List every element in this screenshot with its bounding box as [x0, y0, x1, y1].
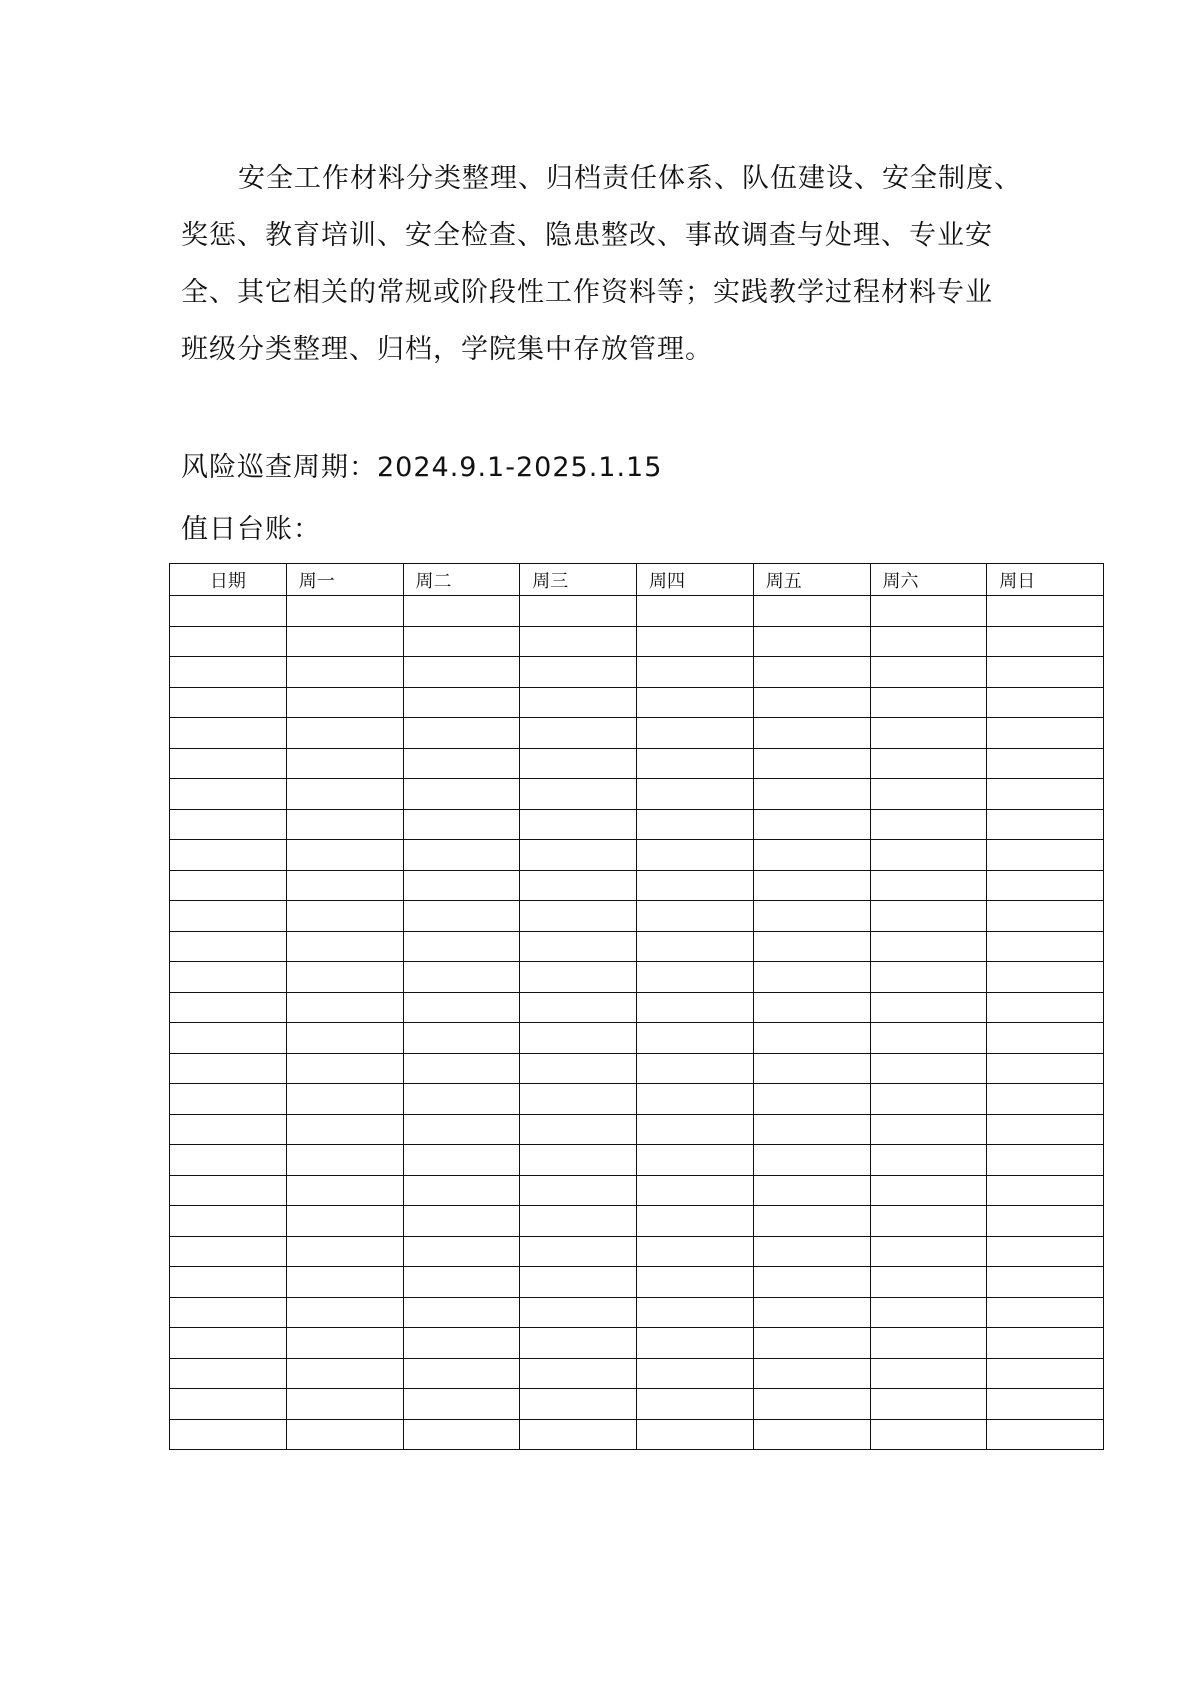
- table-cell: [286, 779, 403, 810]
- table-row: [170, 1084, 1104, 1115]
- table-cell: [286, 1297, 403, 1328]
- table-cell: [403, 1053, 520, 1084]
- table-cell: [520, 1328, 637, 1359]
- table-cell: [987, 779, 1104, 810]
- table-row: [170, 962, 1104, 993]
- table-cell: [520, 931, 637, 962]
- table-cell: [403, 1145, 520, 1176]
- table-cell: [987, 1023, 1104, 1054]
- table-cell: [987, 1053, 1104, 1084]
- table-cell: [753, 1297, 870, 1328]
- table-cell: [520, 1297, 637, 1328]
- table-cell: [870, 931, 987, 962]
- table-cell: [286, 596, 403, 627]
- table-cell: [520, 901, 637, 932]
- table-cell: [637, 1236, 754, 1267]
- table-cell: [286, 1114, 403, 1145]
- table-cell: [520, 1358, 637, 1389]
- table-cell: [637, 870, 754, 901]
- table-cell: [170, 1206, 287, 1237]
- table-cell: [987, 1358, 1104, 1389]
- table-cell: [520, 596, 637, 627]
- table-cell: [987, 626, 1104, 657]
- table-cell: [286, 992, 403, 1023]
- table-cell: [753, 1267, 870, 1298]
- table-cell: [753, 809, 870, 840]
- table-cell: [637, 779, 754, 810]
- column-header-friday: 周五: [753, 564, 870, 596]
- table-cell: [987, 840, 1104, 871]
- table-cell: [753, 718, 870, 749]
- table-cell: [637, 657, 754, 688]
- table-cell: [870, 596, 987, 627]
- table-cell: [870, 870, 987, 901]
- table-cell: [286, 1206, 403, 1237]
- table-row: [170, 687, 1104, 718]
- table-cell: [870, 779, 987, 810]
- table-cell: [870, 1297, 987, 1328]
- table-cell: [520, 1389, 637, 1420]
- table-cell: [637, 992, 754, 1023]
- table-cell: [170, 779, 287, 810]
- table-row: [170, 992, 1104, 1023]
- table-cell: [170, 1419, 287, 1450]
- table-cell: [403, 1419, 520, 1450]
- table-cell: [403, 809, 520, 840]
- table-row: [170, 1053, 1104, 1084]
- table-cell: [753, 1328, 870, 1359]
- table-cell: [520, 840, 637, 871]
- table-cell: [170, 1297, 287, 1328]
- table-cell: [987, 1114, 1104, 1145]
- table-cell: [753, 1206, 870, 1237]
- table-row: [170, 1206, 1104, 1237]
- table-cell: [403, 1114, 520, 1145]
- table-cell: [403, 657, 520, 688]
- table-cell: [753, 1145, 870, 1176]
- table-cell: [870, 748, 987, 779]
- column-header-date: 日期: [170, 564, 287, 596]
- table-row: [170, 1389, 1104, 1420]
- table-cell: [870, 1145, 987, 1176]
- table-cell: [170, 718, 287, 749]
- table-cell: [987, 870, 1104, 901]
- table-cell: [403, 1084, 520, 1115]
- table-cell: [170, 931, 287, 962]
- table-cell: [520, 626, 637, 657]
- paragraph-line: 奖惩、教育培训、安全检查、隐患整改、事故调查与处理、专业安: [181, 220, 993, 251]
- table-cell: [637, 718, 754, 749]
- table-cell: [286, 901, 403, 932]
- table-cell: [637, 1419, 754, 1450]
- table-cell: [753, 901, 870, 932]
- table-cell: [403, 1358, 520, 1389]
- table-cell: [753, 657, 870, 688]
- table-cell: [637, 596, 754, 627]
- table-cell: [637, 1297, 754, 1328]
- table-cell: [987, 596, 1104, 627]
- table-cell: [637, 626, 754, 657]
- table-cell: [637, 1389, 754, 1420]
- table-cell: [403, 1267, 520, 1298]
- table-cell: [520, 1236, 637, 1267]
- table-cell: [870, 1023, 987, 1054]
- table-cell: [637, 748, 754, 779]
- table-cell: [170, 1145, 287, 1176]
- table-cell: [637, 1145, 754, 1176]
- table-cell: [286, 687, 403, 718]
- table-row: [170, 1358, 1104, 1389]
- table-row: [170, 1145, 1104, 1176]
- table-cell: [637, 687, 754, 718]
- table-cell: [520, 1084, 637, 1115]
- table-cell: [870, 1114, 987, 1145]
- table-cell: [987, 1175, 1104, 1206]
- column-header-monday: 周一: [286, 564, 403, 596]
- table-cell: [870, 962, 987, 993]
- table-row: [170, 870, 1104, 901]
- table-cell: [753, 626, 870, 657]
- table-cell: [753, 931, 870, 962]
- table-cell: [520, 1023, 637, 1054]
- table-cell: [753, 1389, 870, 1420]
- table-cell: [753, 870, 870, 901]
- table-cell: [520, 962, 637, 993]
- table-cell: [170, 1389, 287, 1420]
- table-header-row: [170, 564, 1104, 596]
- table-cell: [286, 962, 403, 993]
- table-cell: [403, 779, 520, 810]
- table-cell: [520, 1419, 637, 1450]
- table-row: [170, 840, 1104, 871]
- table-cell: [170, 1236, 287, 1267]
- table-cell: [170, 1053, 287, 1084]
- table-cell: [753, 992, 870, 1023]
- table-cell: [286, 748, 403, 779]
- table-cell: [753, 962, 870, 993]
- paragraph-line: 全、其它相关的常规或阶段性工作资料等；实践教学过程材料专业: [181, 277, 993, 308]
- table-cell: [637, 1206, 754, 1237]
- table-cell: [637, 1053, 754, 1084]
- table-cell: [170, 992, 287, 1023]
- table-cell: [520, 779, 637, 810]
- table-cell: [170, 1358, 287, 1389]
- table-cell: [170, 687, 287, 718]
- table-row: [170, 901, 1104, 932]
- table-cell: [637, 1358, 754, 1389]
- table-row: [170, 596, 1104, 627]
- table-cell: [987, 718, 1104, 749]
- table-cell: [170, 748, 287, 779]
- table-body: [170, 596, 1104, 1450]
- table-cell: [170, 840, 287, 871]
- table-cell: [987, 1145, 1104, 1176]
- table-row: [170, 1175, 1104, 1206]
- table-cell: [286, 1358, 403, 1389]
- table-cell: [753, 748, 870, 779]
- table-cell: [170, 962, 287, 993]
- table-cell: [403, 901, 520, 932]
- table-cell: [987, 748, 1104, 779]
- table-cell: [753, 1236, 870, 1267]
- table-row: [170, 809, 1104, 840]
- table-cell: [170, 1267, 287, 1298]
- table-cell: [403, 870, 520, 901]
- table-cell: [987, 1206, 1104, 1237]
- table-row: [170, 1267, 1104, 1298]
- table-cell: [870, 1267, 987, 1298]
- table-row: [170, 1328, 1104, 1359]
- table-cell: [753, 596, 870, 627]
- table-row: [170, 931, 1104, 962]
- table-cell: [870, 1175, 987, 1206]
- table-cell: [987, 687, 1104, 718]
- table-cell: [520, 1114, 637, 1145]
- paragraph-line: 安全工作材料分类整理、归档责任体系、队伍建设、安全制度、: [238, 163, 1022, 194]
- table-cell: [987, 901, 1104, 932]
- table-row: [170, 657, 1104, 688]
- table-row: [170, 1236, 1104, 1267]
- table-cell: [286, 1236, 403, 1267]
- table-cell: [170, 1175, 287, 1206]
- inspection-period: 风险巡查周期：2024.9.1-2025.1.15: [181, 452, 663, 483]
- table-cell: [870, 901, 987, 932]
- table-cell: [637, 1328, 754, 1359]
- table-cell: [403, 1023, 520, 1054]
- table-cell: [170, 1114, 287, 1145]
- table-cell: [520, 718, 637, 749]
- table-cell: [987, 931, 1104, 962]
- table-cell: [637, 901, 754, 932]
- table-cell: [170, 626, 287, 657]
- table-cell: [870, 657, 987, 688]
- table-row: [170, 626, 1104, 657]
- table-cell: [170, 1328, 287, 1359]
- table-cell: [170, 596, 287, 627]
- table-cell: [753, 687, 870, 718]
- table-row: [170, 779, 1104, 810]
- table-cell: [870, 1389, 987, 1420]
- column-header-sunday: 周日: [987, 564, 1104, 596]
- table-cell: [403, 1389, 520, 1420]
- table-cell: [520, 870, 637, 901]
- materials-paragraph: [181, 150, 1021, 378]
- table-cell: [870, 1084, 987, 1115]
- table-cell: [520, 1053, 637, 1084]
- table-cell: [987, 809, 1104, 840]
- table-cell: [520, 748, 637, 779]
- table-cell: [286, 840, 403, 871]
- table-cell: [286, 870, 403, 901]
- table-cell: [520, 1145, 637, 1176]
- table-cell: [403, 1236, 520, 1267]
- table-cell: [637, 1084, 754, 1115]
- table-cell: [870, 1236, 987, 1267]
- table-cell: [870, 992, 987, 1023]
- table-cell: [987, 1297, 1104, 1328]
- table-cell: [403, 1328, 520, 1359]
- paragraph-line: 班级分类整理、归档，学院集中存放管理。: [181, 334, 713, 365]
- table-cell: [286, 1419, 403, 1450]
- table-cell: [286, 1023, 403, 1054]
- table-cell: [870, 1328, 987, 1359]
- table-cell: [286, 1389, 403, 1420]
- column-header-wednesday: 周三: [520, 564, 637, 596]
- duty-ledger-title: 值日台账：: [181, 514, 321, 545]
- table-cell: [520, 1175, 637, 1206]
- table-cell: [286, 626, 403, 657]
- table-cell: [403, 626, 520, 657]
- table-cell: [520, 1206, 637, 1237]
- table-cell: [170, 809, 287, 840]
- table-cell: [753, 1358, 870, 1389]
- table-cell: [753, 1023, 870, 1054]
- table-row: [170, 1023, 1104, 1054]
- table-cell: [520, 992, 637, 1023]
- table-cell: [753, 1175, 870, 1206]
- table-cell: [637, 840, 754, 871]
- table-cell: [870, 1053, 987, 1084]
- table-cell: [520, 809, 637, 840]
- table-cell: [403, 687, 520, 718]
- table-cell: [987, 962, 1104, 993]
- table-cell: [753, 1419, 870, 1450]
- table-cell: [753, 1053, 870, 1084]
- column-header-tuesday: 周二: [403, 564, 520, 596]
- table-cell: [870, 1419, 987, 1450]
- table-cell: [170, 870, 287, 901]
- table-cell: [403, 1175, 520, 1206]
- table-cell: [520, 687, 637, 718]
- table-cell: [286, 1267, 403, 1298]
- table-cell: [987, 1084, 1104, 1115]
- table-cell: [403, 718, 520, 749]
- table-cell: [870, 809, 987, 840]
- table-cell: [170, 657, 287, 688]
- table-cell: [170, 1084, 287, 1115]
- table-cell: [403, 962, 520, 993]
- table-cell: [753, 840, 870, 871]
- table-cell: [286, 1084, 403, 1115]
- table-cell: [286, 1328, 403, 1359]
- table-cell: [870, 626, 987, 657]
- table-row: [170, 748, 1104, 779]
- table-cell: [286, 718, 403, 749]
- table-cell: [286, 1145, 403, 1176]
- table-cell: [403, 840, 520, 871]
- table-cell: [870, 840, 987, 871]
- table-cell: [753, 1114, 870, 1145]
- table-cell: [637, 1267, 754, 1298]
- table-cell: [870, 1358, 987, 1389]
- table-cell: [520, 657, 637, 688]
- table-cell: [987, 992, 1104, 1023]
- table-cell: [637, 1175, 754, 1206]
- table-cell: [870, 687, 987, 718]
- table-cell: [170, 1023, 287, 1054]
- table-cell: [870, 1206, 987, 1237]
- table-cell: [286, 657, 403, 688]
- table-cell: [753, 1084, 870, 1115]
- table-cell: [286, 1175, 403, 1206]
- table-cell: [637, 931, 754, 962]
- table-cell: [403, 748, 520, 779]
- column-header-saturday: 周六: [870, 564, 987, 596]
- table-cell: [403, 992, 520, 1023]
- table-cell: [987, 1328, 1104, 1359]
- table-cell: [987, 1236, 1104, 1267]
- table-cell: [637, 1023, 754, 1054]
- table-cell: [520, 1267, 637, 1298]
- table-cell: [987, 1419, 1104, 1450]
- table-cell: [753, 779, 870, 810]
- table-cell: [637, 1114, 754, 1145]
- table-cell: [286, 809, 403, 840]
- table-row: [170, 1114, 1104, 1145]
- table-cell: [637, 809, 754, 840]
- table-cell: [987, 1267, 1104, 1298]
- table-cell: [170, 901, 287, 932]
- table-cell: [403, 931, 520, 962]
- table-cell: [987, 1389, 1104, 1420]
- table-cell: [637, 962, 754, 993]
- table-cell: [403, 1297, 520, 1328]
- duty-ledger-table: [169, 563, 1104, 1450]
- table-row: [170, 1297, 1104, 1328]
- table-cell: [403, 1206, 520, 1237]
- column-header-thursday: 周四: [637, 564, 754, 596]
- table-row: [170, 1419, 1104, 1450]
- table-cell: [286, 931, 403, 962]
- table-cell: [286, 1053, 403, 1084]
- table-row: [170, 718, 1104, 749]
- table-cell: [403, 596, 520, 627]
- table-cell: [870, 718, 987, 749]
- table-cell: [987, 657, 1104, 688]
